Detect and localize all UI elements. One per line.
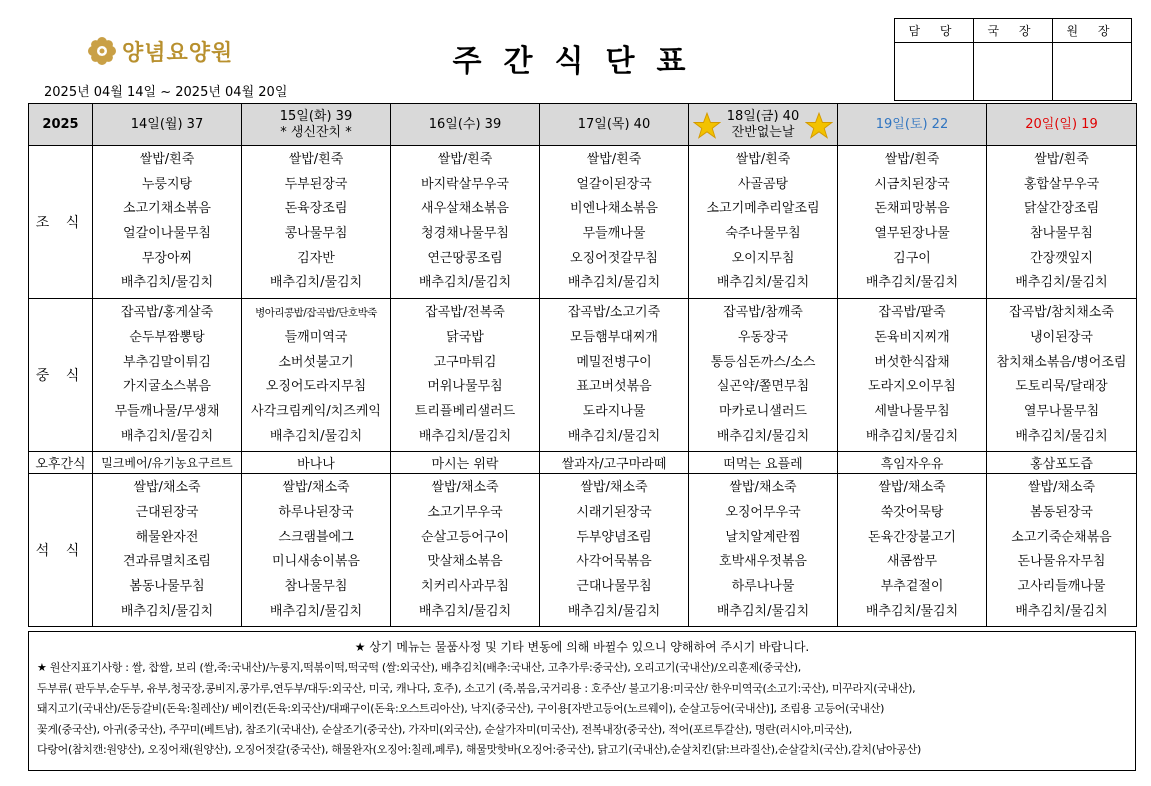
menu-item: 닭국밥: [446, 329, 484, 345]
menu-item: 호박새우젓볶음: [719, 554, 807, 570]
menu-item: 잡곡밥/팥죽: [878, 305, 946, 321]
origin-line: ★ 원산지표기사항 : 쌀, 찹쌀, 보리 (쌀,죽:국내산)/누룽지,떡볶이떡,떡국떡 (쌀:외국산), 배추김치(배추:국내산, 고추가루:중국산), 오리고기(국내산)/오리훈제(중국산),: [37, 661, 801, 674]
menu-item: 누룽지탕: [141, 176, 193, 192]
menu-item: 닭살간장조림: [1023, 201, 1100, 217]
menu-item: 배추김치/물김치: [418, 603, 512, 619]
menu-item: 봄동된장국: [1030, 504, 1093, 520]
day-label: 20일(일) 19: [1025, 116, 1098, 132]
origin-line: 꽃게(중국산), 아귀(중국산), 주꾸미(베트남), 참조기(국내산), 순살조기(중국산), 가자미(외국산), 순살가자미(미국산), 전복내장(중국산), 적어(포르투갈산), 명란(러시아,미국산),: [37, 722, 852, 736]
menu-item: 시래기된장국: [576, 504, 652, 520]
menu-item: 소버섯불고기: [278, 354, 354, 370]
menu-item: 배추김치/물김치: [567, 428, 661, 444]
menu-item: 쌀밥/채소죽: [133, 480, 201, 496]
menu-item: 실곤약/쫄면무침: [716, 379, 810, 395]
menu-item: 머위나물무침: [427, 379, 503, 395]
snack-cell: 밀크베어/유기농요구르트: [93, 452, 242, 474]
menu-item: 쌀밥/채소죽: [729, 480, 797, 496]
menu-item: 쌀밥/채소죽: [431, 480, 499, 496]
menu-cell: [540, 299, 689, 452]
menu-item: 맛살채소볶음: [427, 554, 503, 570]
menu-item: 연근땅콩조림: [427, 250, 503, 266]
menu-item: 배추김치/물김치: [567, 275, 661, 291]
day-header-mon: [93, 104, 242, 146]
day-label: 16일(수) 39: [428, 116, 502, 132]
menu-item: 잡곡밥/참치채소죽: [1009, 305, 1114, 321]
menu-item: 오징어도라지무침: [265, 379, 367, 395]
menu-item: 쌀밥/흰죽: [437, 152, 493, 167]
menu-item: 오징어젓갈무침: [570, 250, 658, 266]
snack-label: 오후간식: [29, 452, 93, 474]
menu-item: 버섯한식잡채: [874, 354, 950, 370]
menu-item: 배추김치/물김치: [716, 275, 810, 291]
day-header-wed: [391, 104, 540, 146]
menu-item: 부추김말이튀김: [123, 354, 211, 370]
menu-item: 참나물무침: [1030, 226, 1093, 242]
menu-item: 도라지오이무침: [868, 379, 956, 395]
menu-item: 고사리들깨나물: [1017, 579, 1106, 594]
menu-item: 쌀밥/흰죽: [735, 152, 791, 167]
menu-item: 배추김치/물김치: [1015, 428, 1108, 444]
menu-cell: [689, 299, 838, 452]
menu-item: 새콤쌈무: [886, 554, 938, 570]
menu-item: 배추김치/물김치: [865, 275, 959, 291]
day-header-tue: [242, 104, 391, 146]
menu-item: 바지락살무우국: [421, 176, 509, 192]
menu-cell: [391, 299, 540, 452]
menu-item: 사골곰탕: [737, 176, 789, 192]
menu-item: 소고기죽순채볶음: [1011, 529, 1112, 545]
day-event-label: * 생신잔치 *: [280, 124, 352, 140]
menu-item: 날치알계란찜: [725, 529, 801, 545]
menu-item: 잡곡밥/전복죽: [425, 305, 505, 321]
menu-item: 두부양념조림: [576, 529, 652, 545]
menu-item: 두부된장국: [284, 176, 348, 192]
menu-item: 쌀밥/채소죽: [878, 480, 946, 496]
menu-item: 배추김치/물김치: [269, 428, 363, 444]
menu-cell: [93, 474, 242, 627]
notes-box: [28, 631, 1136, 771]
star-icon: [693, 112, 721, 140]
menu-item: 모듬햄부대찌개: [570, 329, 658, 345]
menu-cell: [242, 474, 391, 627]
notice-text: ★ 상기 메뉴는 물품사정 및 기타 변동에 의해 바뀔수 있으니 양해하여 주시기 바랍니다.: [354, 640, 810, 654]
menu-item: 사각어묵볶음: [576, 554, 652, 570]
menu-item: 청경채나물무침: [421, 226, 509, 242]
menu-item: 쌀밥/채소죽: [1027, 480, 1096, 496]
menu-item: 도라지나물: [582, 403, 646, 419]
menu-item: 소고기메추리알조림: [706, 201, 820, 217]
breakfast-label: 조 식: [29, 146, 93, 299]
day-label: 15일(화) 39: [279, 108, 353, 124]
menu-item: 돈육비지찌개: [874, 329, 950, 345]
snack-cell: 바나나: [242, 452, 391, 474]
menu-item: 메밀전병구이: [576, 354, 652, 370]
menu-item: 열무된장나물: [874, 226, 950, 242]
origin-line: 돼지고기(국내산)/돈등갈비(돈육:칠레산)/ 베이컨(돈육:외국산)/대패구이(돈육:오스트리아산), 낙지(중국산), 구이용[자반고등어(노르웨이), 순살고등어(국내산)], 조림용 고등어(국내산): [37, 702, 885, 716]
menu-item: 치커리사과무침: [421, 579, 509, 594]
menu-item: 스크램블에그: [278, 529, 354, 545]
menu-item: 얼갈이된장국: [576, 176, 652, 192]
snack-cell: 쌀과자/고구마라떼: [540, 452, 689, 474]
lunch-label: 중 식: [29, 299, 93, 452]
menu-cell: [540, 474, 689, 627]
menu-item: 순두부짬뽕탕: [129, 329, 205, 345]
menu-item: 사각크림케익/치즈케익: [251, 403, 381, 419]
menu-cell: [391, 146, 540, 299]
day-label: 14일(월) 37: [130, 116, 204, 132]
dinner-row: [29, 474, 1137, 627]
snack-cell: 홍삼포도즙: [987, 452, 1137, 474]
weekly-menu-table: [28, 103, 1137, 627]
menu-cell: [987, 299, 1137, 452]
menu-item: 배추김치/물김치: [567, 603, 661, 619]
menu-item: 잡곡밥/참깨죽: [723, 305, 803, 321]
menu-item: 쌀밥/채소죽: [580, 480, 648, 496]
menu-item: 가지굴소스볶음: [123, 379, 211, 395]
logo-text: 양념요양원: [122, 40, 234, 66]
menu-item: 홍합살무우국: [1023, 176, 1100, 192]
menu-item: 무장아찌: [141, 250, 193, 266]
menu-item: 열무나물무침: [1023, 403, 1100, 419]
menu-item: 숙주나물무침: [725, 226, 801, 242]
menu-item: 순살고등어구이: [421, 529, 509, 545]
menu-item: 배추김치/물김치: [269, 603, 363, 619]
menu-item: 해물완자전: [135, 529, 199, 545]
menu-item: 김자반: [297, 250, 335, 266]
menu-item: 콩나물무침: [284, 226, 348, 242]
menu-item: 미니새송이볶음: [272, 554, 360, 570]
menu-item: 시금치된장국: [874, 176, 950, 192]
menu-item: 김구이: [893, 250, 931, 266]
menu-cell: [540, 146, 689, 299]
menu-cell: [242, 299, 391, 452]
menu-item: 배추김치/물김치: [418, 275, 512, 291]
snack-cell: 마시는 위락: [391, 452, 540, 474]
menu-item: 돈나물유자무침: [1017, 554, 1106, 570]
menu-cell: [689, 146, 838, 299]
menu-item: 참나물무침: [284, 579, 348, 594]
breakfast-row: [29, 146, 1137, 299]
menu-item: 쌀밥/흰죽: [1034, 152, 1089, 167]
menu-item: 오징어무우국: [725, 504, 801, 520]
day-label: 19일(토) 22: [875, 116, 949, 132]
menu-item: 쌀밥/흰죽: [884, 152, 940, 167]
approval-sign-director[interactable]: [974, 43, 1053, 101]
date-range: 2025년 04월 14일 ~ 2025년 04월 20일: [44, 85, 288, 100]
menu-item: 소고기무우국: [427, 504, 503, 520]
menu-item: 표고버섯볶음: [576, 379, 652, 395]
menu-cell: [391, 474, 540, 627]
menu-item: 무들깨나물: [582, 226, 646, 242]
menu-item: 우동장국: [737, 329, 789, 345]
day-event-label: 잔반없는날: [731, 124, 795, 140]
menu-item: 배추김치/물김치: [418, 428, 512, 444]
snack-cell: 떠먹는 요플레: [689, 452, 838, 474]
menu-item: 배추김치/물김치: [1015, 275, 1108, 291]
snack-cell: 흑임자우유: [838, 452, 987, 474]
day-header-sat: [838, 104, 987, 146]
year-header: 2025: [29, 104, 93, 146]
menu-item: 세발나물무침: [874, 403, 950, 419]
approval-sign-head[interactable]: [1053, 43, 1132, 101]
menu-item: 쌀밥/채소죽: [282, 480, 350, 496]
menu-item: 잡곡밥/소고기죽: [567, 305, 661, 321]
menu-item: 병아리콩밥/잡곡밥/단호박죽: [255, 307, 377, 320]
menu-item: 견과류멸치조림: [123, 554, 211, 570]
approval-box: [894, 18, 1132, 101]
menu-item: 봄동나물무침: [129, 579, 205, 594]
menu-item: 하루나나물: [731, 579, 795, 594]
origin-line: 다랑어(참치캔:원양산), 오징어채(원양산), 오징어젓갈(중국산), 해물완자(오징어:칠레,페루), 해물맛핫바(오징어:중국산), 닭고기(국내산),순살치킨(닭:브라질산),순살갈치(국산),갈치(남아공산): [37, 743, 922, 757]
menu-item: 돈채피망볶음: [874, 201, 950, 217]
day-header-fri: [689, 104, 838, 146]
menu-item: 배추김치/물김치: [865, 603, 959, 619]
menu-cell: [838, 299, 987, 452]
approval-role-head: 원 장: [1053, 19, 1132, 43]
menu-item: 돈육장조림: [284, 201, 348, 217]
menu-item: 배추김치/물김치: [865, 428, 959, 444]
menu-item: 배추김치/물김치: [1015, 603, 1108, 619]
menu-cell: [987, 146, 1137, 299]
day-label: 18일(금) 40: [726, 108, 800, 124]
day-label: 17일(목) 40: [577, 116, 651, 132]
snack-row: [29, 452, 1137, 474]
menu-item: 얼갈이나물무침: [123, 226, 211, 242]
menu-item: 트리플베리샐러드: [414, 403, 516, 419]
dinner-label: 석 식: [29, 474, 93, 627]
day-header-sun: [987, 104, 1137, 146]
menu-item: 배추김치/물김치: [120, 428, 214, 444]
menu-item: 배추김치/물김치: [269, 275, 363, 291]
menu-item: 돈육간장불고기: [868, 529, 956, 545]
menu-item: 들깨미역국: [284, 329, 348, 345]
menu-item: 새우살채소볶음: [421, 201, 509, 217]
menu-item: 도토리묵/달래장: [1015, 379, 1108, 395]
approval-role-manager: 담 당: [895, 19, 974, 43]
menu-item: 간장깻잎지: [1030, 250, 1093, 266]
approval-role-director: 국 장: [974, 19, 1053, 43]
menu-item: 쌀밥/흰죽: [139, 152, 195, 167]
menu-item: 참치채소볶음/병어조림: [996, 354, 1127, 370]
menu-item: 배추김치/물김치: [120, 603, 214, 619]
menu-item: 쌀밥/흰죽: [586, 152, 642, 167]
star-icon: [805, 112, 833, 140]
menu-item: 쌀밥/흰죽: [288, 152, 344, 167]
menu-item: 비엔나채소볶음: [570, 201, 658, 217]
logo: [86, 34, 233, 68]
menu-item: 냉이된장국: [1030, 329, 1093, 345]
menu-item: 배추김치/물김치: [716, 603, 810, 619]
menu-item: 배추김치/물김치: [716, 428, 810, 444]
menu-item: 부추겉절이: [880, 579, 944, 594]
menu-item: 고구마튀김: [433, 354, 497, 370]
menu-item: 근대된장국: [135, 504, 199, 520]
menu-item: 마카로니샐러드: [719, 403, 807, 419]
lunch-row: [29, 299, 1137, 452]
origin-line: 두부류( 판두부,순두부, 유부,청국장,콩비지,콩가루,연두부/대두:외국산, 미국, 캐나다, 호주), 소고기 (죽,볶음,국거리용 : 호주산/ 불고기용:미국산/ 한우미역국(소고기:국산), 미꾸라지(국내산),: [37, 681, 916, 695]
menu-item: 배추김치/물김치: [120, 275, 214, 291]
menu-item: 쑥갓어묵탕: [880, 504, 944, 520]
menu-item: 오이지무침: [731, 250, 795, 266]
menu-cell: [93, 146, 242, 299]
menu-item: 통등심돈까스/소스: [710, 354, 816, 370]
menu-cell: [838, 474, 987, 627]
menu-item: 소고기채소볶음: [123, 201, 211, 217]
approval-sign-manager[interactable]: [895, 43, 974, 101]
menu-cell: [242, 146, 391, 299]
menu-cell: [838, 146, 987, 299]
menu-cell: [93, 299, 242, 452]
page-title: 주간식단표: [452, 44, 708, 79]
menu-item: 잡곡밥/홍게살죽: [120, 305, 214, 321]
day-header-thu: [540, 104, 689, 146]
menu-item: 하루나된장국: [278, 504, 354, 520]
menu-cell: [987, 474, 1137, 627]
menu-item: 근대나물무침: [576, 579, 652, 594]
flower-logo-icon: [86, 35, 118, 67]
menu-cell: [689, 474, 838, 627]
menu-item: 무들깨나물/무생채: [114, 403, 220, 419]
